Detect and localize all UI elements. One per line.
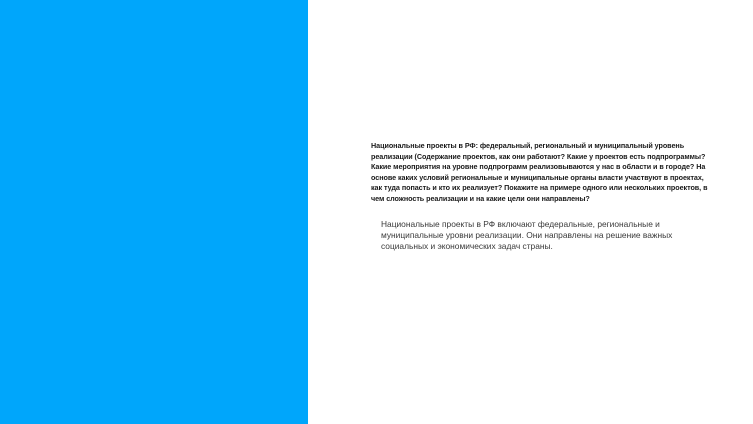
question-heading: Национальные проекты в РФ: федеральный, региональный и муниципальный уровень реализации (Содержание проектов, как они работают? Какие у проектов есть подпрограммы? Какие мероприятия на уровне подпрограмм реализовываются у нас в области и в городе? На основе каких условий региональные и муниципальные органы власти участвуют в проектах, как туда попасть и кто их реализует? Покажите на примере одного или нескольких проектов, в чем сложность реализации и на какие цели они направлены?	[371, 141, 708, 203]
answer-paragraph: Национальные проекты в РФ включают федеральные, региональные и муниципальные уровни реализации. Они направлены на решение важных социальных и экономических задач страны.	[381, 218, 673, 252]
blue-side-panel	[0, 0, 308, 424]
text-block	[371, 141, 711, 253]
